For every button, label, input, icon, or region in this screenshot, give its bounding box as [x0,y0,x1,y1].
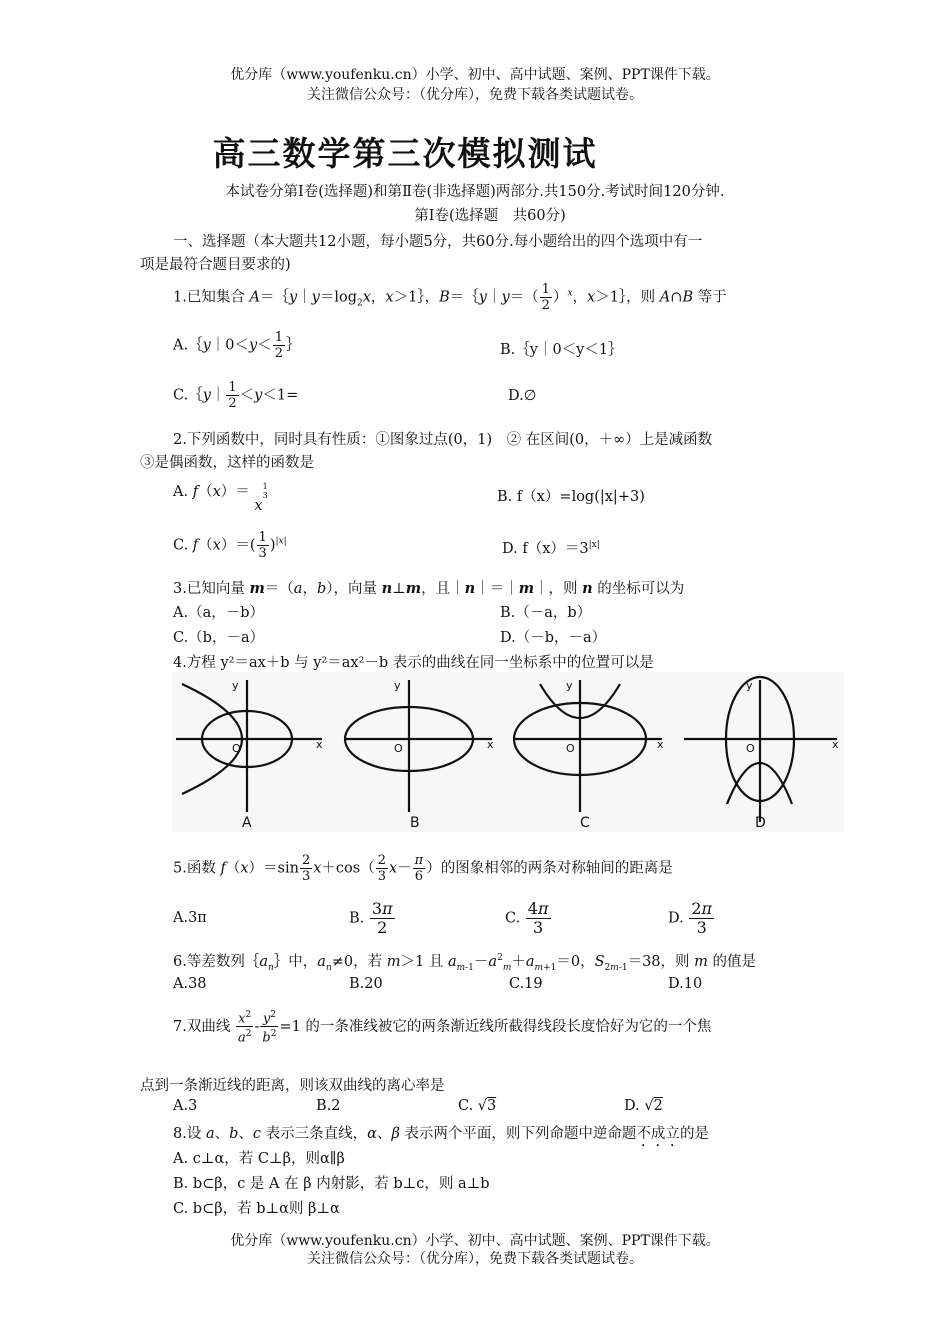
svg-text:O: O [566,742,575,755]
question-7-stem-line-1: 7.双曲线 $\frac{x^2}{a^2}$ - $\frac{y^2}{b^2}$ =1 的一条准线被它的两条渐近线所截得线段长度恰好为它的一个焦 [173,1010,712,1046]
svg-text:x: x [832,738,839,751]
svg-text:y: y [232,679,239,692]
part-title: 第Ⅰ卷(选择题 共60分) [414,208,566,224]
question-6-option-d: D.10 [668,976,703,992]
question-8-stem: 8.设 a、b、c 表示三条直线，α、β 表示两个平面，则下列命题中逆命题不成立的是 [173,1126,709,1142]
question-1-stem: 1.已知集合 $A=\{y|y=\log_2x$，x＞1｝，B＝｛y｜y＝（ $\frac{1}{2}$ ）$^x$，x＞1｝，则 A∩B 等于 [173,282,727,313]
figure-label-c: C [580,815,590,831]
question-4-stem: 4.方程 y²＝ax＋b 与 y²＝ax²－b 表示的曲线在同一坐标系中的位置可以是 [173,655,654,671]
question-3-option-a: A.（a，－b） [173,605,265,621]
question-2-option-d: D. $f(x)=3^{|x|}$ [502,540,600,557]
section-heading-line-1: 一、选择题（本大题共12小题，每小题5分，共60分.每小题给出的四个选项中有一 [173,234,703,250]
svg-text:x: x [657,738,664,751]
question-5-option-c: C. $\frac{4\pi}{3}$ [505,899,549,937]
question-6-option-c: C.19 [509,976,543,992]
header-line-2: 关注微信公众号：（优分库），免费下载各类试题试卷。 [307,87,643,103]
question-8-option-c: C. b⊂β，若 b⊥α则 β⊥α [173,1201,340,1217]
question-2-option-a: A. f（x）＝ x1 3 [173,482,268,514]
question-7-stem-line-2: 点到一条渐近线的距离，则该双曲线的离心率是 [140,1078,445,1094]
question-3-option-b: B.（－a，b） [500,605,592,621]
question-3-option-d: D.（－b，－a） [500,630,607,646]
question-7-option-b: B.2 [316,1098,341,1114]
footer-line-2: 关注微信公众号：（优分库），免费下载各类试题试卷。 [307,1251,643,1267]
svg-text:x: x [487,738,494,751]
question-2-option-b: B. f（x）=log(|x|+3) [497,489,645,505]
question-2-stem-line-2: ③是偶函数，这样的函数是 [140,455,314,471]
question-1-option-d: D.∅ [508,388,537,404]
svg-text:O: O [746,742,755,755]
question-3-option-c: C.（b，－a） [173,630,265,646]
question-7-option-a: A.3 [173,1098,198,1114]
question-6-option-b: B.20 [349,976,383,992]
question-8-option-a: A. c⊥α，若 C⊥β，则α∥β [173,1151,345,1167]
question-1-option-b: B.｛y｜0＜y＜1｝ [500,342,623,358]
question-2-option-c: C. f（x）＝( $\frac{1}{3}$ )$^{|x|}$ [173,530,287,561]
svg-text:y: y [746,679,753,692]
question-6-stem: 6.等差数列$\{a_n\}$中，$a_n\ne 0$，若 m＞1 且 $a_{m-1}-a^2_m+a_{m+1}=0$，$S_{2m-1}=38$，则 m 的值是 [173,953,756,973]
svg-text:O: O [394,742,403,755]
question-6-option-a: A.38 [173,976,207,992]
figure-label-a: A [242,815,252,831]
svg-text:y: y [394,679,401,692]
figure-label-b: B [410,815,420,831]
page-title: 高三数学第三次模拟测试 [212,134,598,173]
question-2-stem-line-1: 2.下列函数中，同时具有性质：①图象过点(0，1) ② 在区间(0，＋∞）上是减函数 [173,432,713,448]
question-5-option-b: B. $\frac{3\pi}{2}$ [349,899,393,937]
question-8-option-b: B. b⊂β，c 是 A 在 β 内射影，若 b⊥c，则 a⊥b [173,1176,490,1192]
question-1-option-a: A.｛y｜0＜y＜ $\frac{1}{2}$ ｝ [173,330,301,361]
svg-text:O: O [232,742,241,755]
exam-intro: 本试卷分第Ⅰ卷(选择题)和第Ⅱ卷(非选择题)两部分.共150分.考试时间120分钟. [225,184,725,200]
question-4-figures [172,672,844,832]
question-5-stem: 5.函数 f（x）＝sin $\frac{2}{3}$ x＋cos（ $\frac{2}{3}$ x－ $\frac{\pi}{6}$ ）的图象相邻的两条对称轴间的距离是 [173,853,673,884]
svg-text:y: y [566,679,573,692]
figure-label-d: D [755,815,766,831]
question-5-option-d: D. $\frac{2\pi}{3}$ [668,899,713,937]
svg-text:x: x [316,738,323,751]
footer-line-1: 优分库（www.youfenku.cn）小学、初中、高中试题、案例、PPT课件下载。 [230,1233,720,1249]
question-1-option-c: C.｛y｜ $\frac{1}{2}$ ＜y＜1= [173,380,299,411]
question-7-option-d: D. √2 [624,1098,663,1114]
question-2-option-d-exponent: |x| [588,540,600,551]
section-heading-line-2: 项是最符合题目要求的) [140,257,291,273]
question-7-option-c: C. √3 [458,1098,497,1114]
question-5-option-a: A.3π [173,910,207,926]
header-line-1: 优分库（www.youfenku.cn）小学、初中、高中试题、案例、PPT课件下载。 [230,67,720,83]
question-3-stem: 3.已知向量 m＝（a，b），向量 n⊥m，且｜n｜＝｜m｜，则 n 的坐标可以为 [173,580,685,597]
